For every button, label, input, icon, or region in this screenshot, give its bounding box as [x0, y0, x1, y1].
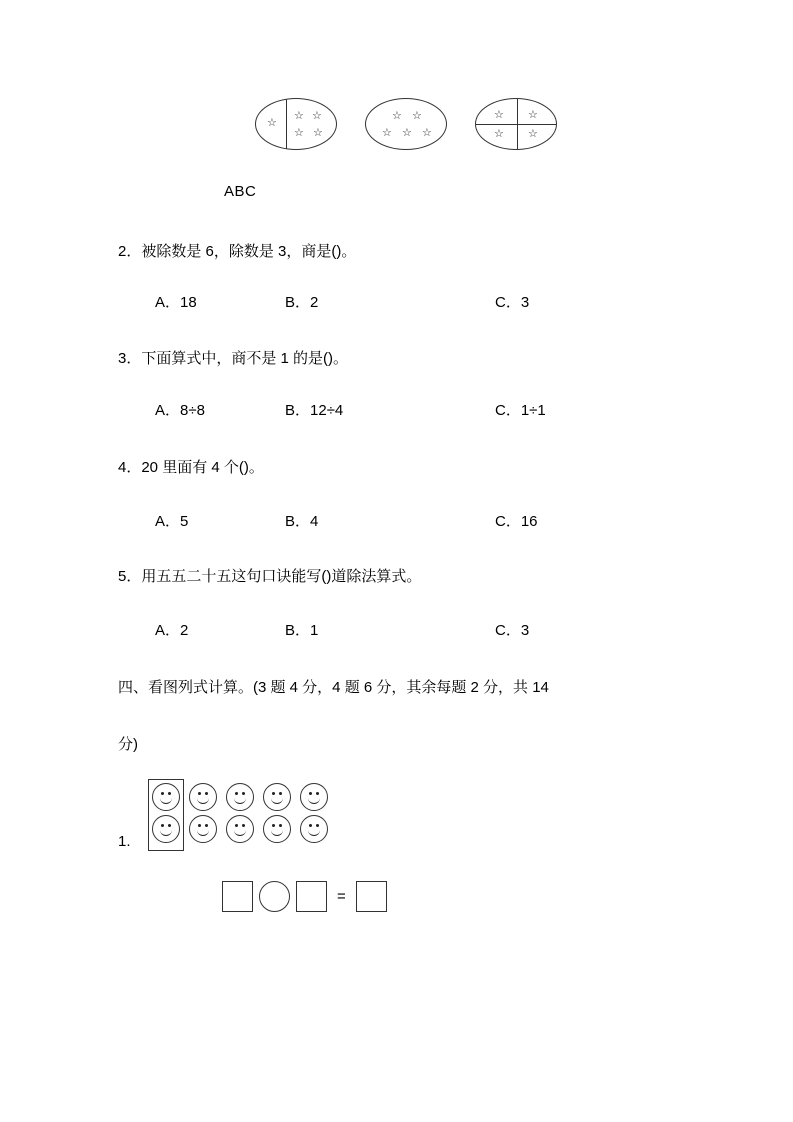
question-5-option-c[interactable]: C．3	[495, 622, 530, 639]
answer-blank-circle-operator[interactable]	[259, 881, 290, 912]
star-icon: ☆	[422, 127, 432, 139]
answer-blank-square-result[interactable]	[356, 881, 387, 912]
question-3-option-b[interactable]: B．12÷4	[285, 402, 344, 419]
answer-blank-square-1[interactable]	[222, 881, 253, 912]
three-ellipses-with-stars	[255, 98, 557, 150]
ellipse-c-stars	[476, 99, 556, 149]
smiley-icon	[300, 783, 328, 811]
question-3-text: 3．下面算式中，商不是 1 的是()。	[118, 350, 349, 367]
star-icon: ☆	[382, 127, 392, 139]
ellipse-b	[365, 98, 447, 150]
star-icon: ☆	[412, 110, 422, 122]
star-icon: ☆	[294, 110, 304, 122]
section-heading-line-2: 分)	[118, 736, 138, 753]
question-2-option-c[interactable]: C．3	[495, 294, 530, 311]
answer-expression-row	[222, 881, 387, 912]
ellipse-a-stars	[256, 99, 336, 149]
question-2-text: 2．被除数是 6，除数是 3，商是()。	[118, 243, 357, 260]
star-icon: ☆	[392, 110, 402, 122]
question-3-option-c[interactable]: C．1÷1	[495, 402, 546, 419]
smiley-icon	[226, 783, 254, 811]
star-icon: ☆	[312, 110, 322, 122]
star-icon: ☆	[494, 128, 504, 140]
smiley-icon	[263, 783, 291, 811]
question-4-text: 4．20 里面有 4 个()。	[118, 459, 264, 476]
smiley-icon	[189, 783, 217, 811]
question-4-option-b[interactable]: B．4	[285, 513, 319, 530]
star-icon: ☆	[494, 109, 504, 121]
smiley-icon	[300, 815, 328, 843]
smiley-icon	[189, 815, 217, 843]
star-icon: ☆	[402, 127, 412, 139]
star-icon: ☆	[294, 127, 304, 139]
question-5-option-b[interactable]: B．1	[285, 622, 319, 639]
star-icon: ☆	[528, 128, 538, 140]
ellipse-c	[475, 98, 557, 150]
diagram-caption: ABC	[224, 183, 257, 200]
answer-blank-square-2[interactable]	[296, 881, 327, 912]
question-4-option-c[interactable]: C．16	[495, 513, 538, 530]
star-icon: ☆	[528, 109, 538, 121]
question-5-option-a[interactable]: A．2	[155, 622, 189, 639]
question-2-option-b[interactable]: B．2	[285, 294, 319, 311]
section-heading-line-1: 四、看图列式计算。(3 题 4 分，4 题 6 分，其余每题 2 分，共 14	[118, 679, 549, 696]
smiley-grid	[152, 783, 328, 847]
ellipse-a	[255, 98, 337, 150]
question-2-option-a[interactable]: A．18	[155, 294, 197, 311]
equals-sign: =	[337, 888, 346, 905]
star-icon: ☆	[313, 127, 323, 139]
smiley-group-outline	[148, 779, 184, 851]
ellipse-b-stars	[366, 99, 446, 149]
smiley-icon	[263, 815, 291, 843]
star-icon: ☆	[267, 117, 277, 129]
question-5-text: 5．用五五二十五这句口诀能写()道除法算式。	[118, 568, 422, 585]
question-3-option-a[interactable]: A．8÷8	[155, 402, 205, 419]
question-4-option-a[interactable]: A．5	[155, 513, 189, 530]
smiley-icon	[226, 815, 254, 843]
picture-problem-number: 1.	[118, 833, 131, 850]
